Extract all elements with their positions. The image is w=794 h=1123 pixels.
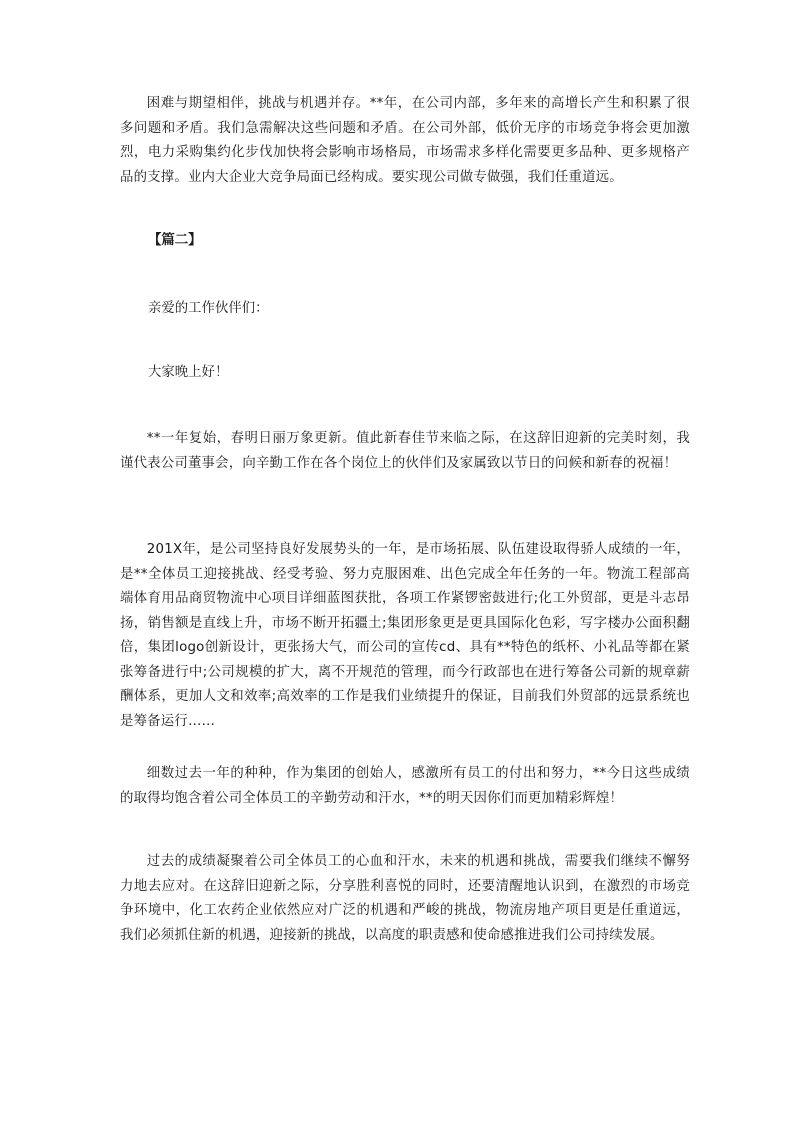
section-heading: 【篇二】 <box>148 233 202 248</box>
paragraph-future: 过去的成绩凝聚着公司全体员工的心血和汗水，未来的机遇和挑战，需要我们继续不懈努力地去应对。在这辞旧迎新之际，分享胜利喜悦的同时，还要清醒地认识到，在激烈的市场竞争环境中，化工农药企业依然应对广泛的机遇和严峻的挑战，物流房地产项目更是任重道远，我们必须抓住新的机遇，迎接新的挑战，以高度的职责感和使命感推进我们公司持续发展。 <box>120 854 690 943</box>
paragraph-challenges: 困难与期望相伴，挑战与机遇并存。**年，在公司内部，多年来的高增长产生和积累了很多问题和矛盾。我们急需解决这些问题和矛盾。在公司外部，低价无序的市场竞争将会更加激烈，电力采购集约化步伐加快将会影响市场格局，市场需求多样化需要更多品种、更多规格产品的支撑。业内大企业大竞争局面已经构成。要实现公司做专做强，我们任重道远。 <box>120 96 690 185</box>
greeting-line: 亲爱的工作伙伴们： <box>148 301 269 316</box>
paragraph-new-year: **一年复始，春明日丽万象更新。值此新春佳节来临之际，在这辞旧迎新的完美时刻，我谨代表公司董事会，向辛勤工作在各个岗位上的伙伴们及家属致以节日的问候和新春的祝福！ <box>120 431 690 471</box>
paragraph-thanks: 细数过去一年的种种，作为集团的创始人，感激所有员工的付出和努力，**今日这些成绩的取得均饱含着公司全体员工的辛勤劳动和汗水，**的明天因你们而更加精彩辉煌！ <box>120 766 690 806</box>
paragraph-achievements: 201X年，是公司坚持良好发展势头的一年，是市场拓展、队伍建设取得骄人成绩的一年，是**全体员工迎接挑战、经受考验、努力克服困难、出色完成全年任务的一年。物流工程部高端体育用品商贸物流中心项目详细蓝图获批，各项工作紧锣密鼓进行;化工外贸部，更是斗志昂扬，销售额是直线上升，市场不断开拓疆土;集团形象更是更具国际化色彩，写字楼办公面积翻倍，集团logo创新设计，更张扬大气，而公司的宣传cd、具有**特色的纸杯、小礼品等都在紧张筹备进行中;公司规模的扩大，离不开规范的管理，而今行政部也在进行筹备公司新的规章薪酬体系，更加人文和效率;高效率的工作是我们业绩提升的保证，目前我们外贸部的远景系统也是筹备运行…… <box>120 542 690 729</box>
salutation-line: 大家晚上好！ <box>148 365 229 380</box>
